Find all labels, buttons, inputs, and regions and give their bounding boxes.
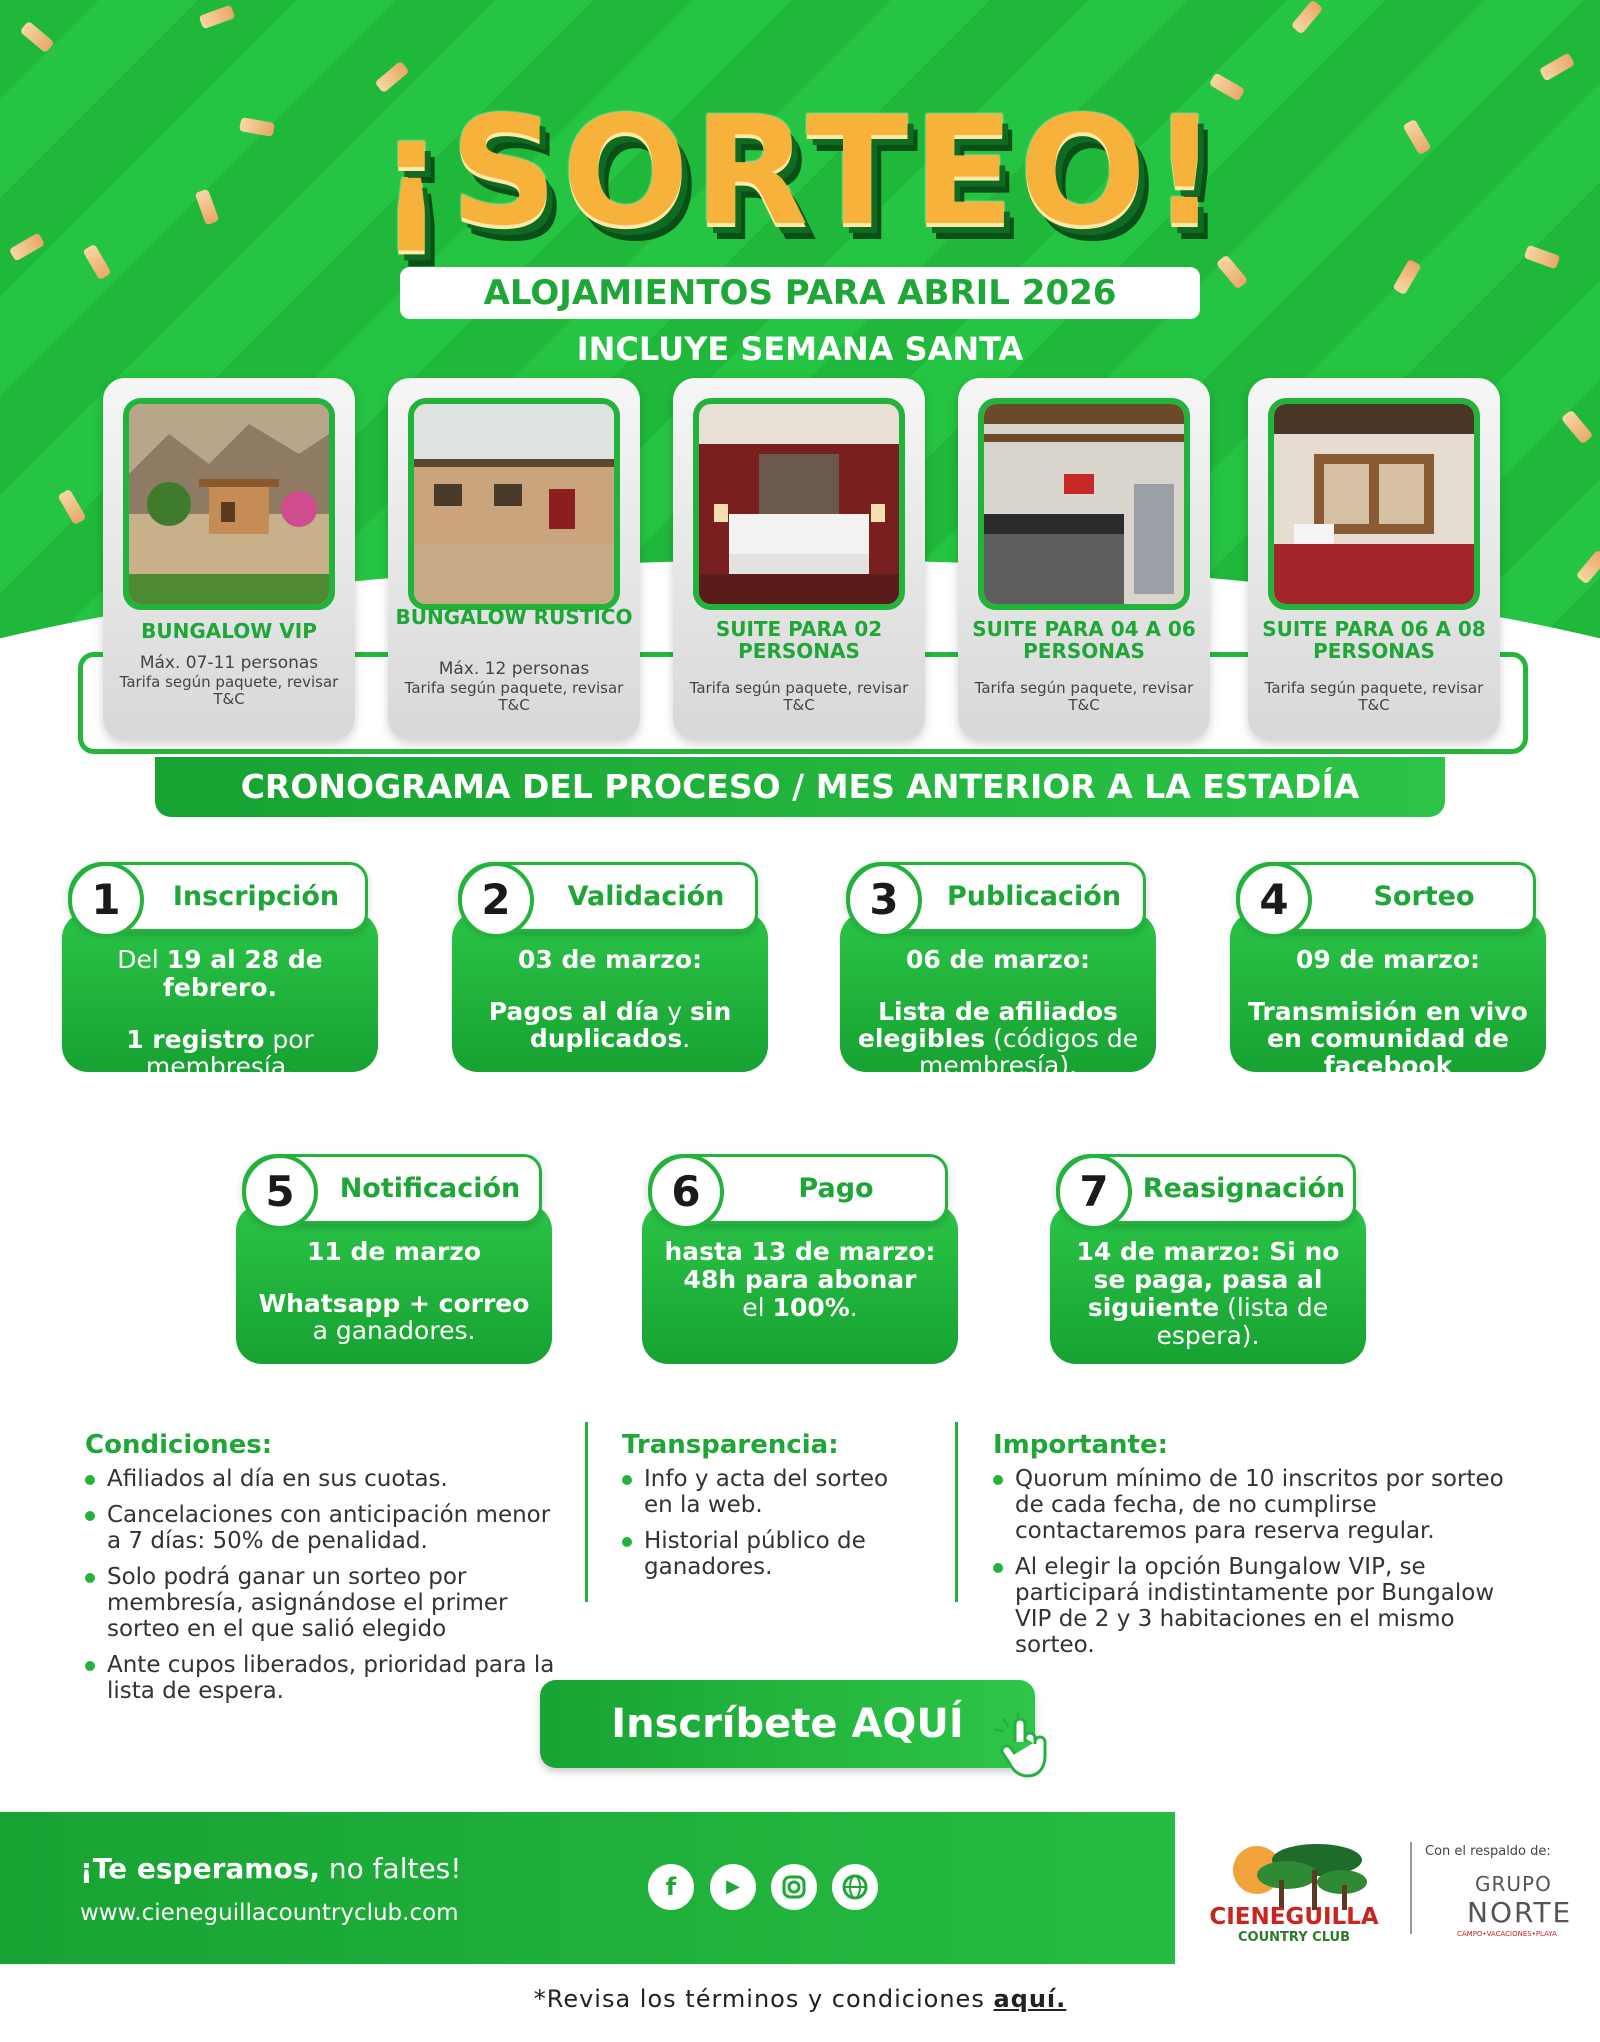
list-item: Al elegir la opción Bungalow VIP, se participará indistintamente por Bungalow VIP de 2 y 3 habitaciones en el mismo sorteo. <box>993 1554 1523 1658</box>
card-suite-06-08 <box>1248 378 1500 740</box>
step-detail: y <box>659 997 691 1026</box>
card-capacity: Máx. 07-11 personas <box>139 653 319 673</box>
step-detail-bold: 100% <box>772 1293 850 1322</box>
card-name: BUNGALOW RÚSTICO <box>395 605 633 629</box>
step-tab <box>458 862 758 932</box>
step-detail-bold: Transmisión en vivo en comunidad de facebook <box>1248 997 1528 1080</box>
footer <box>0 1812 1600 1964</box>
hand-pointer-icon <box>990 1712 1060 1782</box>
terms-text: *Revisa los términos y condiciones <box>533 1985 994 2013</box>
step-number: 6 <box>648 1154 724 1230</box>
card-name: SUITE PARA 02 PERSONAS <box>715 617 883 663</box>
page-title: ¡SORTEO! <box>377 85 1223 259</box>
suite-06-08-photo <box>1268 398 1480 610</box>
bungalow-vip-photo <box>123 398 335 610</box>
card-name: SUITE PARA 06 A 08 PERSONAS <box>1262 617 1486 663</box>
card-suite-02 <box>673 378 925 740</box>
step-date: 06 de marzo: <box>905 945 1091 974</box>
confetti <box>199 5 236 30</box>
brand-box <box>1175 1812 1600 1964</box>
brand-name: CIENEGUILLA <box>1209 1904 1379 1930</box>
step-tab <box>846 862 1146 932</box>
youtube-icon[interactable]: ▶ <box>710 1864 756 1910</box>
step-tab <box>1056 1154 1356 1224</box>
confetti <box>57 489 86 525</box>
step-number: 1 <box>68 862 144 938</box>
facebook-icon[interactable]: f <box>648 1864 694 1910</box>
step-detail-bold: Whatsapp + correo <box>258 1289 530 1318</box>
step-label: Publicación <box>946 881 1122 912</box>
suite-04-06-photo <box>978 398 1190 610</box>
step-detail: (códigos de membresía). <box>918 1024 1139 1080</box>
register-button[interactable]: Inscríbete AQUÍ <box>540 1680 1035 1768</box>
divider <box>585 1422 588 1602</box>
step-detail: el <box>742 1293 773 1322</box>
step-number: 5 <box>242 1154 318 1230</box>
card-note: Tarifa según paquete, revisar T&C <box>404 679 624 714</box>
list-item: Info y acta del sorteo en la web. <box>622 1466 922 1518</box>
subtitle-secondary: INCLUYE SEMANA SANTA <box>576 330 1024 368</box>
step-detail: por membresía. <box>145 1025 314 1081</box>
terms-link[interactable]: aquí. <box>993 1985 1067 2013</box>
confetti <box>1561 409 1594 444</box>
list-item: Historial público de ganadores. <box>622 1528 922 1580</box>
card-note: Tarifa según paquete, revisar T&C <box>689 679 909 714</box>
card-capacity: Máx. 12 personas <box>438 659 590 679</box>
card-bungalow-rustico <box>388 378 640 740</box>
step-detail-end: . <box>682 1024 691 1053</box>
schedule-title: CRONOGRAMA DEL PROCESO / MES ANTERIOR A LA ESTADÍA <box>155 757 1445 817</box>
list-item: Cancelaciones con anticipación menor a 7 días: 50% de penalidad. <box>85 1502 555 1554</box>
step-label: Notificación <box>339 1173 521 1204</box>
card-note: Tarifa según paquete, revisar T&C <box>119 673 339 708</box>
step-number: 4 <box>1236 862 1312 938</box>
group-tagline: CAMPO•VACACIONES•PLAYA <box>1457 1930 1557 1938</box>
list-item: Quorum mínimo de 10 inscritos por sorteo de cada fecha, de no cumplirse contactaremos para reserva regular. <box>993 1466 1523 1544</box>
important-section <box>993 1430 1523 1668</box>
globe-icon[interactable] <box>832 1864 878 1910</box>
step-date-prefix: Del <box>117 945 167 974</box>
group-name-2: NORTE <box>1467 1896 1573 1929</box>
group-name-1: GRUPO <box>1475 1872 1552 1896</box>
card-suite-04-06 <box>958 378 1210 740</box>
slogan-bold: ¡Te esperamos, <box>80 1852 320 1885</box>
slogan-rest: no faltes! <box>320 1852 462 1885</box>
step-tab <box>68 862 368 932</box>
list-item: Ante cupos liberados, prioridad para la lista de espera. <box>85 1652 555 1704</box>
step-detail-bold: 1 registro <box>126 1025 265 1054</box>
transparency-section <box>622 1430 922 1590</box>
card-note: Tarifa según paquete, revisar T&C <box>974 679 1194 714</box>
conditions-section <box>85 1430 555 1714</box>
step-detail: (lista de espera). <box>1156 1293 1329 1350</box>
step-date: 09 de marzo: <box>1295 945 1481 974</box>
suite-02-photo <box>693 398 905 610</box>
subtitle: ALOJAMIENTOS PARA ABRIL 2026 <box>400 267 1200 319</box>
step-tab <box>1236 862 1536 932</box>
step-date: 03 de marzo: <box>517 945 703 974</box>
website-link[interactable]: www.cieneguillacountryclub.com <box>80 1900 459 1926</box>
step-tab <box>242 1154 542 1224</box>
confetti <box>1539 52 1575 81</box>
step-detail-bold: Pagos al día <box>488 997 660 1026</box>
step-number: 7 <box>1056 1154 1132 1230</box>
step-detail-bold-2: sin duplicados <box>529 997 732 1053</box>
card-bungalow-vip <box>103 378 355 740</box>
step-date: hasta 13 de marzo: 48h para abonar <box>664 1237 936 1294</box>
step-tab <box>648 1154 948 1224</box>
divider <box>955 1422 958 1602</box>
card-note: Tarifa según paquete, revisar T&C <box>1264 679 1484 714</box>
confetti <box>1216 254 1249 289</box>
bungalow-rustico-photo <box>408 398 620 610</box>
step-label: Reasignación <box>1142 1173 1346 1204</box>
confetti <box>1392 259 1421 295</box>
instagram-icon[interactable] <box>771 1864 817 1910</box>
step-detail-bold: Lista de afiliados elegibles <box>857 997 1118 1053</box>
confetti <box>1291 0 1324 35</box>
brand-subtitle: COUNTRY CLUB <box>1238 1930 1350 1945</box>
step-number: 2 <box>458 862 534 938</box>
card-name: SUITE PARA 04 A 06 PERSONAS <box>972 617 1196 663</box>
step-date: 11 de marzo <box>306 1237 482 1266</box>
step-number: 3 <box>846 862 922 938</box>
list-item: Afiliados al día en sus cuotas. <box>85 1466 555 1492</box>
step-label: Inscripción <box>172 881 340 912</box>
important-title: Importante: <box>993 1430 1169 1460</box>
confetti <box>19 21 54 54</box>
conditions-title: Condiciones: <box>85 1430 273 1460</box>
step-label: Validación <box>567 881 725 912</box>
step-date: 14 de marzo: Si no se paga, pasa al siguiente <box>1076 1237 1340 1322</box>
confetti <box>1576 549 1600 584</box>
card-name: BUNGALOW VIP <box>141 619 317 643</box>
step-label: Sorteo <box>1373 881 1475 912</box>
step-detail-end: . <box>849 1293 858 1322</box>
step-detail: a ganadores. <box>312 1316 476 1345</box>
step-label: Pago <box>798 1173 874 1204</box>
transparency-title: Transparencia: <box>622 1430 839 1460</box>
backing-label: Con el respaldo de: <box>1425 1844 1551 1859</box>
list-item: Solo podrá ganar un sorteo por membresía, asignándose el primer sorteo en el que salió elegido <box>85 1564 555 1642</box>
step-date: 19 al 28 de febrero. <box>162 945 323 1002</box>
divider <box>1410 1842 1412 1934</box>
